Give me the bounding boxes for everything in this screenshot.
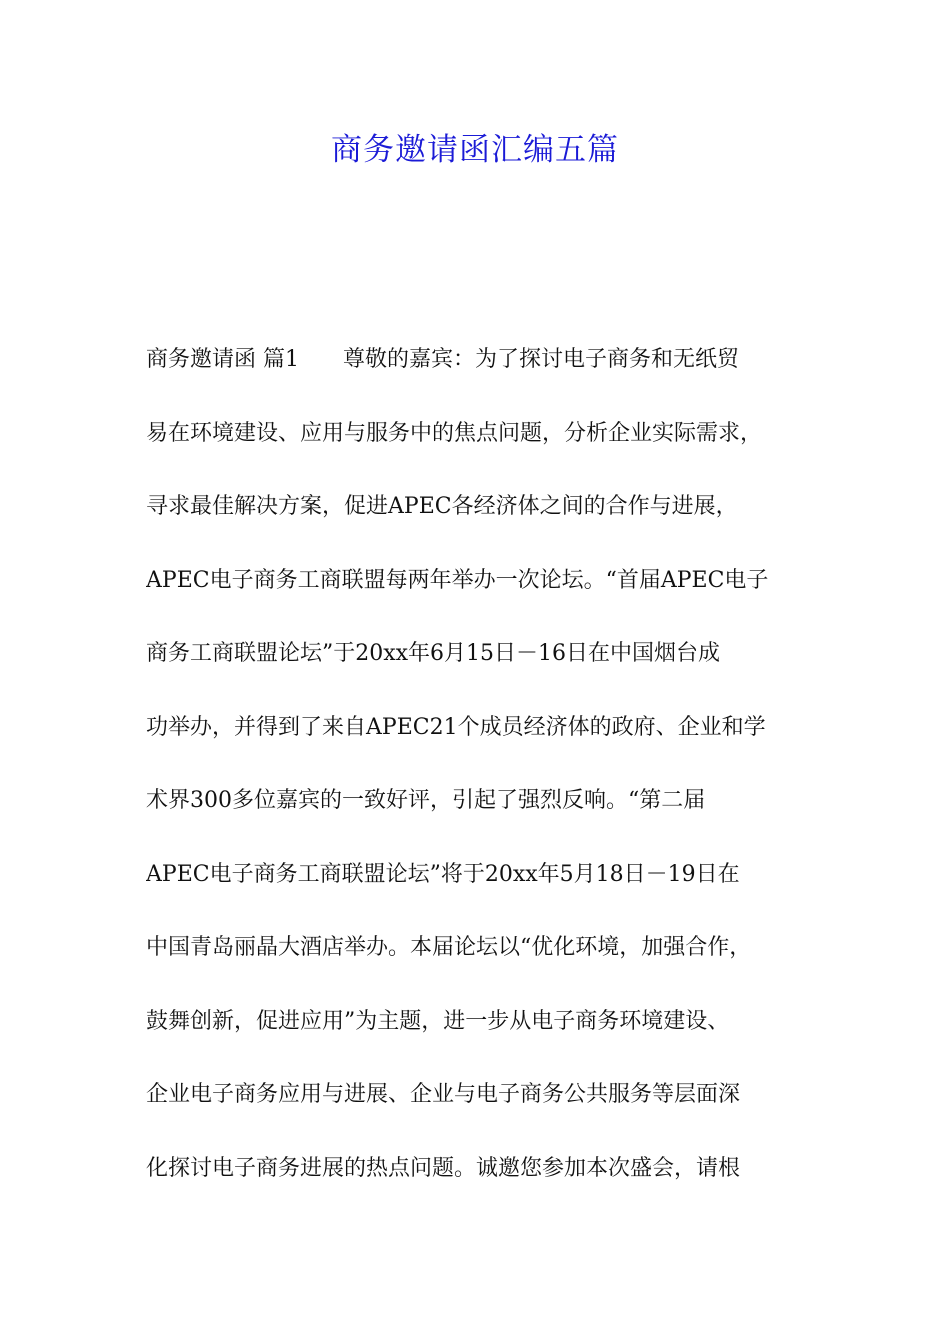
document-body xyxy=(146,338,811,1220)
body-line: 化探讨电子商务进展的热点问题。诚邀您参加本次盛会，请根 xyxy=(146,1155,741,1181)
body-line: APEC电子商务工商联盟每两年举办一次论坛。“首届APEC电子 xyxy=(146,567,769,593)
body-line: 商务邀请函 篇1 尊敬的嘉宾：为了探讨电子商务和无纸贸 xyxy=(146,347,739,372)
body-line: 寻求最佳解决方案，促进APEC各经济体之间的合作与进展， xyxy=(146,494,738,519)
body-line: 术界300多位嘉宾的一致好评，引起了强烈反响。“第二届 xyxy=(146,788,706,813)
body-line: 中国青岛丽晶大酒店举办。本届论坛以“优化环境，加强合作， xyxy=(146,935,752,960)
body-line: APEC电子商务工商联盟论坛”将于20xx年5月18日－19日在 xyxy=(146,861,740,887)
body-line: 鼓舞创新，促进应用”为主题，进一步从电子商务环境建设、 xyxy=(146,1008,730,1034)
body-line: 功举办，并得到了来自APEC21个成员经济体的政府、企业和学 xyxy=(146,714,766,740)
document-title: 商务邀请函汇编五篇 xyxy=(331,132,619,168)
body-line: 易在环境建设、应用与服务中的焦点问题，分析企业实际需求， xyxy=(146,420,763,446)
body-line: 企业电子商务应用与进展、企业与电子商务公共服务等层面深 xyxy=(146,1082,741,1107)
body-line: 商务工商联盟论坛”于20xx年6月15日－16日在中国烟台成 xyxy=(146,641,721,666)
